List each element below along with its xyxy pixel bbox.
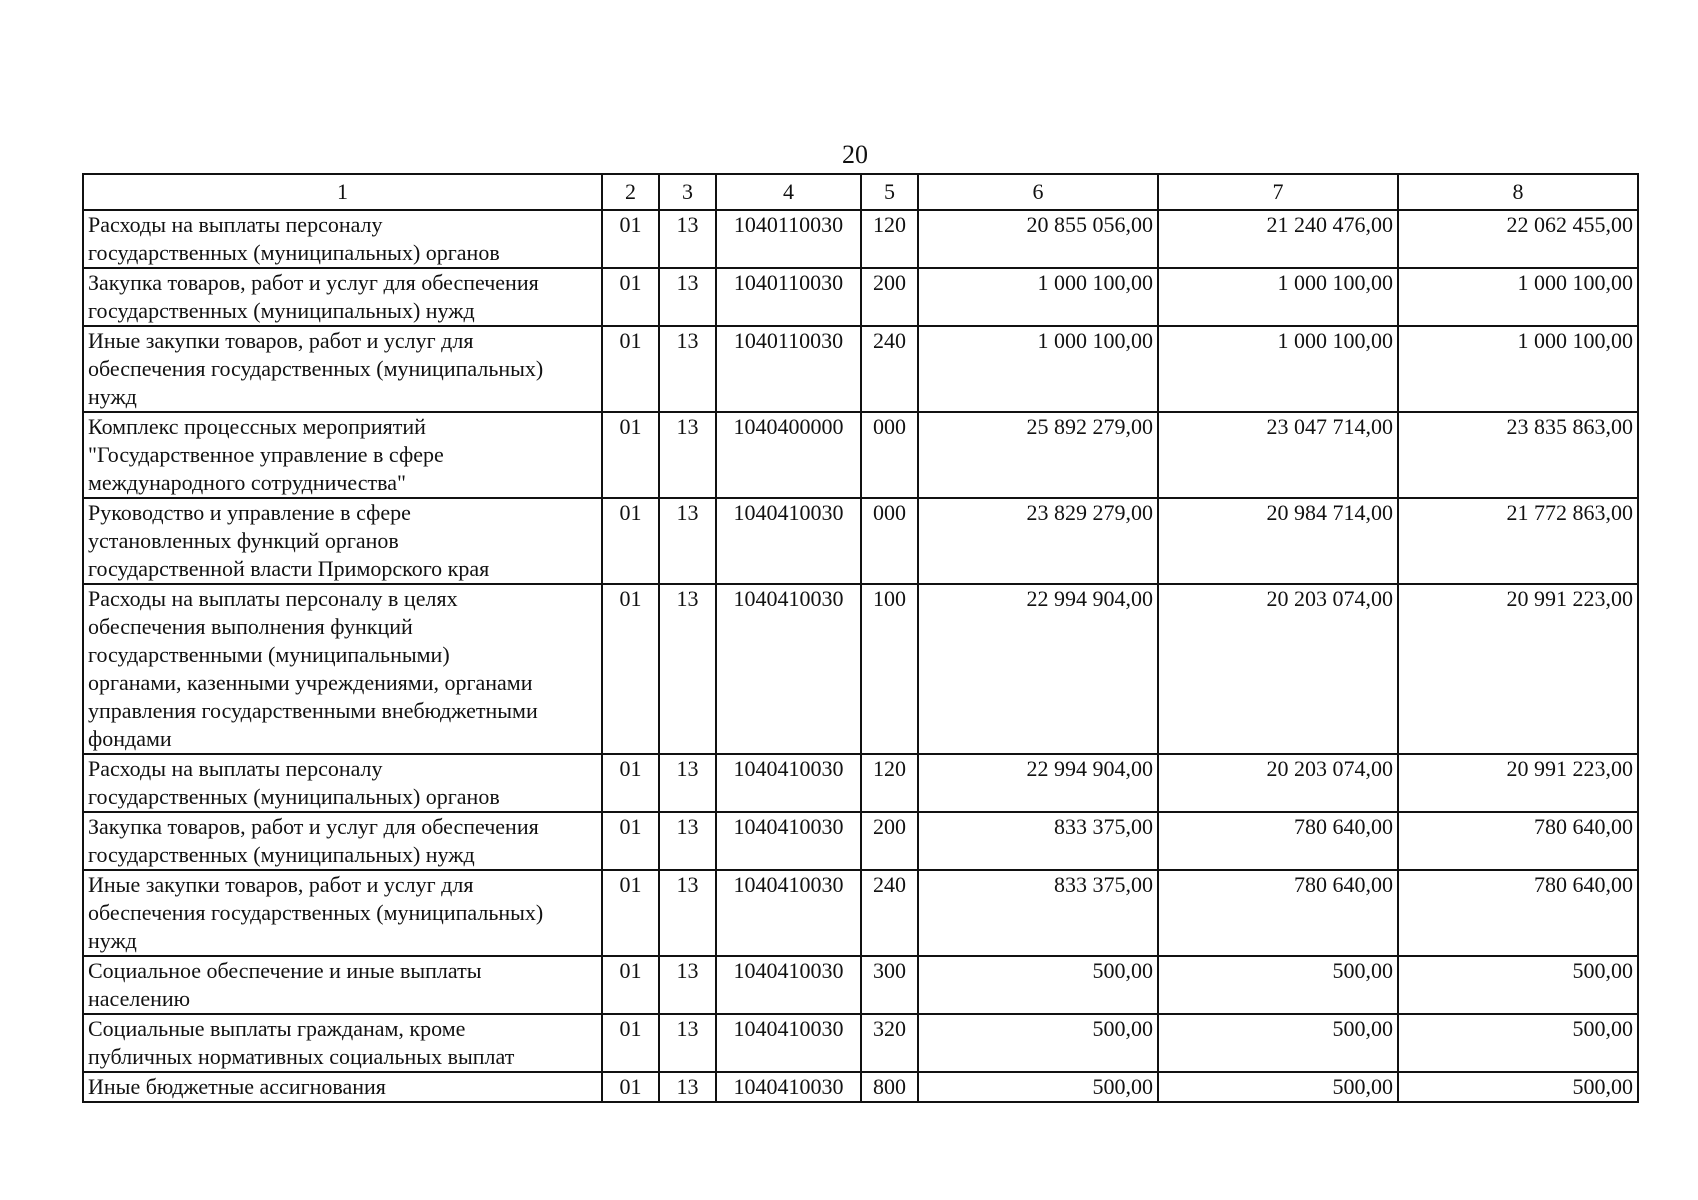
amount-col6-cell: 1 000 100,00	[918, 268, 1158, 326]
table-row	[83, 412, 1638, 498]
expense-type-cell: 800	[861, 1072, 918, 1102]
expense-type-cell: 200	[861, 812, 918, 870]
target-article-cell: 1040410030	[716, 1014, 861, 1072]
subsection-code-cell: 13	[659, 812, 716, 870]
amount-col6-cell: 22 994 904,00	[918, 584, 1158, 754]
expense-type-cell: 240	[861, 326, 918, 412]
target-article-cell: 1040410030	[716, 754, 861, 812]
target-article-cell: 1040410030	[716, 870, 861, 956]
amount-col7-cell: 20 203 074,00	[1158, 754, 1398, 812]
amount-col7-cell: 1 000 100,00	[1158, 326, 1398, 412]
amount-col7-cell: 23 047 714,00	[1158, 412, 1398, 498]
amount-col7-cell: 20 984 714,00	[1158, 498, 1398, 584]
subsection-code-cell: 13	[659, 268, 716, 326]
table-row	[83, 1072, 1638, 1102]
amount-col8-cell: 500,00	[1398, 1014, 1638, 1072]
target-article-cell: 1040410030	[716, 956, 861, 1014]
table-row	[83, 268, 1638, 326]
amount-col6-cell: 20 855 056,00	[918, 210, 1158, 268]
amount-col8-cell: 1 000 100,00	[1398, 326, 1638, 412]
column-header: 4	[716, 174, 861, 210]
amount-col8-cell: 21 772 863,00	[1398, 498, 1638, 584]
subsection-code-cell: 13	[659, 754, 716, 812]
expense-name-cell: Расходы на выплаты персоналу государственных (муниципальных) органов	[83, 754, 602, 812]
target-article-cell: 1040400000	[716, 412, 861, 498]
amount-col7-cell: 780 640,00	[1158, 870, 1398, 956]
target-article-cell: 1040410030	[716, 584, 861, 754]
amount-col6-cell: 25 892 279,00	[918, 412, 1158, 498]
section-code-cell: 01	[602, 1072, 659, 1102]
subsection-code-cell: 13	[659, 412, 716, 498]
column-header: 1	[83, 174, 602, 210]
section-code-cell: 01	[602, 412, 659, 498]
subsection-code-cell: 13	[659, 210, 716, 268]
column-header: 2	[602, 174, 659, 210]
target-article-cell: 1040410030	[716, 812, 861, 870]
page-number: 20	[842, 140, 868, 169]
amount-col6-cell: 23 829 279,00	[918, 498, 1158, 584]
column-header: 3	[659, 174, 716, 210]
header-row	[83, 174, 1638, 210]
expense-type-cell: 120	[861, 210, 918, 268]
expense-name-cell: Руководство и управление в сфере установленных функций органов государственной власти Приморского края	[83, 498, 602, 584]
subsection-code-cell: 13	[659, 1014, 716, 1072]
table-row	[83, 326, 1638, 412]
amount-col6-cell: 500,00	[918, 1014, 1158, 1072]
expense-name-cell: Расходы на выплаты персоналу государственных (муниципальных) органов	[83, 210, 602, 268]
section-code-cell: 01	[602, 812, 659, 870]
expense-name-cell: Социальные выплаты гражданам, кроме публичных нормативных социальных выплат	[83, 1014, 602, 1072]
expense-name-cell: Иные закупки товаров, работ и услуг для обеспечения государственных (муниципальных) нужд	[83, 326, 602, 412]
subsection-code-cell: 13	[659, 956, 716, 1014]
amount-col8-cell: 500,00	[1398, 956, 1638, 1014]
column-header: 8	[1398, 174, 1638, 210]
expense-type-cell: 240	[861, 870, 918, 956]
amount-col7-cell: 1 000 100,00	[1158, 268, 1398, 326]
column-header: 7	[1158, 174, 1398, 210]
expense-type-cell: 100	[861, 584, 918, 754]
expense-type-cell: 320	[861, 1014, 918, 1072]
subsection-code-cell: 13	[659, 326, 716, 412]
target-article-cell: 1040410030	[716, 498, 861, 584]
subsection-code-cell: 13	[659, 498, 716, 584]
amount-col8-cell: 780 640,00	[1398, 870, 1638, 956]
subsection-code-cell: 13	[659, 870, 716, 956]
amount-col6-cell: 500,00	[918, 1072, 1158, 1102]
amount-col8-cell: 500,00	[1398, 1072, 1638, 1102]
section-code-cell: 01	[602, 754, 659, 812]
expense-name-cell: Иные закупки товаров, работ и услуг для обеспечения государственных (муниципальных) нужд	[83, 870, 602, 956]
amount-col6-cell: 833 375,00	[918, 812, 1158, 870]
table-row	[83, 1014, 1638, 1072]
expense-name-cell: Расходы на выплаты персоналу в целях обеспечения выполнения функций государственными (муниципальными) органами, казенными учреждениями, органами управления государственными внебюджетными фондами	[83, 584, 602, 754]
amount-col6-cell: 833 375,00	[918, 870, 1158, 956]
amount-col8-cell: 780 640,00	[1398, 812, 1638, 870]
table-row	[83, 210, 1638, 268]
column-header: 6	[918, 174, 1158, 210]
expense-name-cell: Иные бюджетные ассигнования	[83, 1072, 602, 1102]
target-article-cell: 1040110030	[716, 210, 861, 268]
section-code-cell: 01	[602, 956, 659, 1014]
amount-col6-cell: 22 994 904,00	[918, 754, 1158, 812]
amount-col8-cell: 22 062 455,00	[1398, 210, 1638, 268]
column-header: 5	[861, 174, 918, 210]
subsection-code-cell: 13	[659, 1072, 716, 1102]
target-article-cell: 1040410030	[716, 1072, 861, 1102]
section-code-cell: 01	[602, 326, 659, 412]
amount-col6-cell: 1 000 100,00	[918, 326, 1158, 412]
amount-col7-cell: 20 203 074,00	[1158, 584, 1398, 754]
amount-col7-cell: 780 640,00	[1158, 812, 1398, 870]
amount-col8-cell: 20 991 223,00	[1398, 584, 1638, 754]
target-article-cell: 1040110030	[716, 268, 861, 326]
expense-type-cell: 200	[861, 268, 918, 326]
amount-col8-cell: 23 835 863,00	[1398, 412, 1638, 498]
section-code-cell: 01	[602, 498, 659, 584]
section-code-cell: 01	[602, 870, 659, 956]
expense-type-cell: 000	[861, 498, 918, 584]
budget-table	[82, 173, 1639, 1103]
amount-col7-cell: 500,00	[1158, 1014, 1398, 1072]
subsection-code-cell: 13	[659, 584, 716, 754]
expense-name-cell: Закупка товаров, работ и услуг для обеспечения государственных (муниципальных) нужд	[83, 812, 602, 870]
amount-col7-cell: 21 240 476,00	[1158, 210, 1398, 268]
amount-col6-cell: 500,00	[918, 956, 1158, 1014]
expense-type-cell: 120	[861, 754, 918, 812]
amount-col7-cell: 500,00	[1158, 1072, 1398, 1102]
expense-name-cell: Социальное обеспечение и иные выплаты населению	[83, 956, 602, 1014]
amount-col8-cell: 1 000 100,00	[1398, 268, 1638, 326]
section-code-cell: 01	[602, 584, 659, 754]
expense-type-cell: 300	[861, 956, 918, 1014]
section-code-cell: 01	[602, 1014, 659, 1072]
section-code-cell: 01	[602, 268, 659, 326]
table-row	[83, 870, 1638, 956]
expense-name-cell: Закупка товаров, работ и услуг для обеспечения государственных (муниципальных) нужд	[83, 268, 602, 326]
expense-type-cell: 000	[861, 412, 918, 498]
amount-col8-cell: 20 991 223,00	[1398, 754, 1638, 812]
table-row	[83, 956, 1638, 1014]
table-row	[83, 754, 1638, 812]
section-code-cell: 01	[602, 210, 659, 268]
table-row	[83, 498, 1638, 584]
target-article-cell: 1040110030	[716, 326, 861, 412]
amount-col7-cell: 500,00	[1158, 956, 1398, 1014]
table-row	[83, 584, 1638, 754]
table-row	[83, 812, 1638, 870]
expense-name-cell: Комплекс процессных мероприятий "Государственное управление в сфере международного сотрудничества"	[83, 412, 602, 498]
